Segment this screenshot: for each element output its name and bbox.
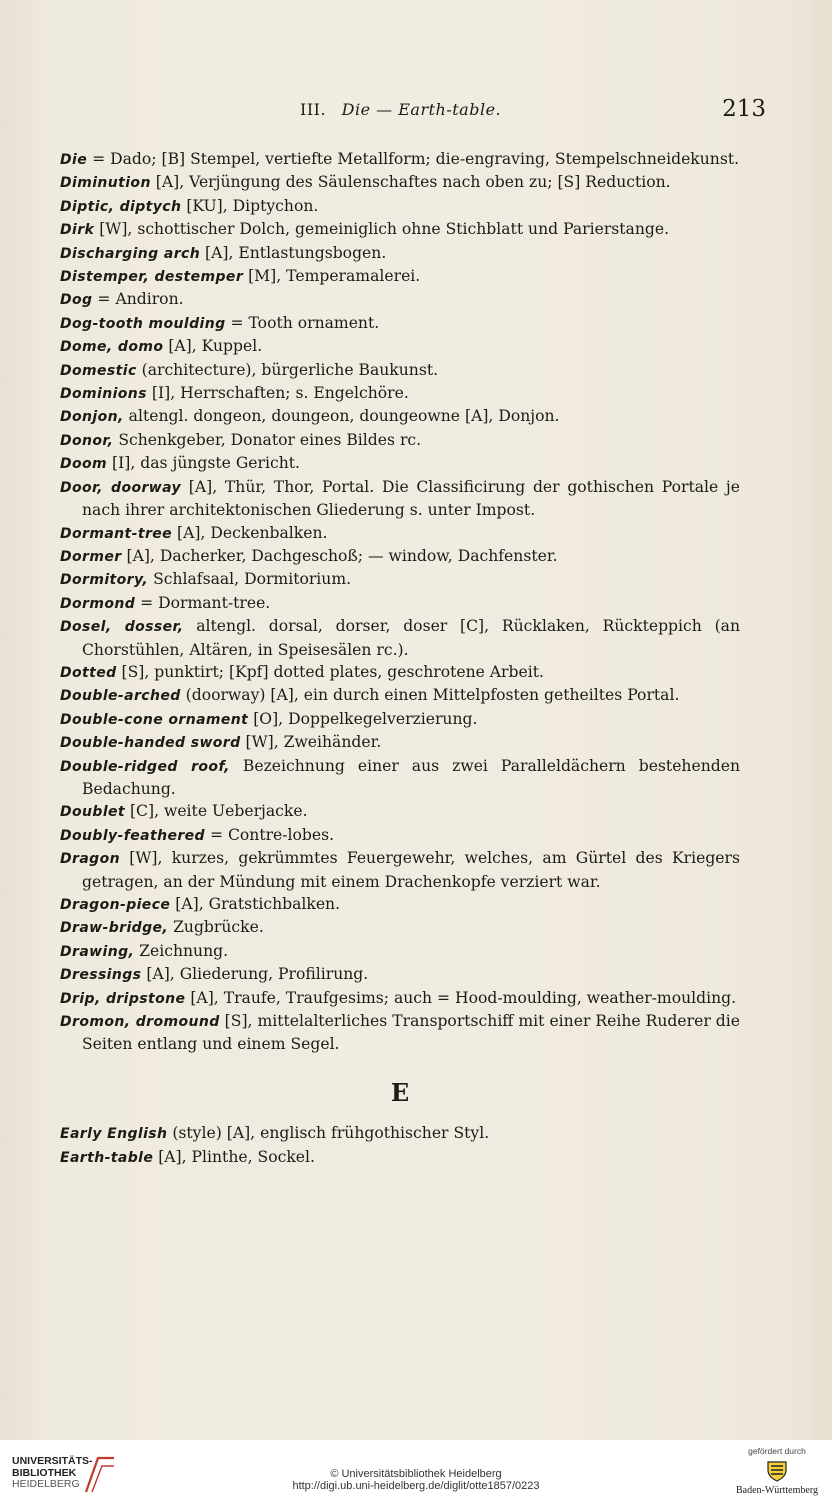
glossary-entry xyxy=(60,800,740,823)
entry-definition: = Dormant-tree. xyxy=(135,593,271,612)
entry-definition: [KU], Diptychon. xyxy=(181,196,319,215)
entry-headword: Dragon xyxy=(60,851,120,868)
glossary-entry xyxy=(60,963,740,986)
entry-headword: Diminution xyxy=(60,175,151,192)
entry-headword: Drip, dripstone xyxy=(60,990,186,1007)
entry-definition: Bezeichnung einer aus zwei Paralleldächern bestehenden Bedachung. xyxy=(82,756,740,798)
glossary-entry xyxy=(60,171,740,194)
glossary-entry xyxy=(60,452,740,475)
glossary-entry xyxy=(60,661,740,684)
entry-definition: Zeichnung. xyxy=(134,941,229,960)
entry-definition: Schlafsaal, Dormitorium. xyxy=(148,570,352,589)
glossary-entry xyxy=(60,893,740,916)
entry-headword: Die xyxy=(60,152,88,168)
entry-headword: Dosel, dosser, xyxy=(60,619,184,636)
entries-letter-d xyxy=(60,148,740,1056)
entry-definition: altengl. dorsal, dorser, doser [C], Rücklaken, Rückteppich (an Chorstühlen, Altären, in Speisesälen rc.). xyxy=(82,617,741,659)
copyright-notice xyxy=(0,1468,832,1492)
entry-definition: [A], Dacherker, Dachgeschoß; — window, Dachfenster. xyxy=(121,546,558,565)
glossary-entry xyxy=(60,940,740,963)
glossary-entry xyxy=(60,592,740,615)
glossary-entry xyxy=(60,522,740,545)
glossary-entry xyxy=(60,265,740,288)
entry-definition: [A], Kuppel. xyxy=(163,337,263,356)
entry-headword: Double-cone ornament xyxy=(60,711,249,728)
glossary-entry xyxy=(60,1122,740,1145)
entry-headword: Dotted xyxy=(60,664,117,681)
entry-headword: Dog xyxy=(60,292,93,309)
glossary-entries xyxy=(60,148,740,1169)
glossary-entry xyxy=(60,568,740,591)
glossary-entry xyxy=(60,615,740,661)
entry-headword: Earth-table xyxy=(60,1149,154,1166)
glossary-entry xyxy=(60,382,740,405)
entry-definition: [C], weite Ueberjacke. xyxy=(125,802,308,821)
entry-definition: [A], Gratstichbalken. xyxy=(170,895,341,913)
entry-definition: [S], punktirt; [Kpf] dotted plates, geschrotene Arbeit. xyxy=(116,662,544,681)
glossary-entry xyxy=(60,847,740,893)
glossary-entry xyxy=(60,1146,740,1169)
glossary-entry xyxy=(60,755,740,801)
entry-headword: Dormant-tree xyxy=(60,525,173,542)
entry-headword: Dormond xyxy=(60,595,136,612)
entry-definition: [S], mittelalterliches Transportschiff mit einer Reihe Ruderer die Seiten entlang und einem Segel. xyxy=(82,1012,740,1054)
entry-headword: Dominions xyxy=(60,386,147,403)
entry-definition: Schenkgeber, Donator eines Bildes rc. xyxy=(113,430,422,449)
entry-definition: [A], Thür, Thor, Portal. Die Classificirung der gothischen Portale je nach ihrer architektonischen Gliederung s. unter Impost. xyxy=(82,477,740,520)
permalink[interactable]: http://digi.ub.uni-heidelberg.de/diglit/otte1857/0223 xyxy=(292,1480,540,1492)
entry-headword: Doublet xyxy=(60,804,126,821)
page-range: Die — Earth-table. xyxy=(341,100,502,119)
entry-definition: [I], das jüngste Gericht. xyxy=(107,454,300,473)
entry-headword: Doom xyxy=(60,456,108,473)
entry-headword: Doubly-feathered xyxy=(60,827,205,844)
sponsor-label: gefördert durch xyxy=(748,1446,806,1456)
glossary-entry xyxy=(60,684,740,707)
entry-headword: Double-handed sword xyxy=(60,735,241,752)
entry-definition: [M], Temperamalerei. xyxy=(243,267,421,286)
entry-headword: Dormer xyxy=(60,548,122,565)
entry-headword: Donor, xyxy=(60,432,114,449)
glossary-entry xyxy=(60,359,740,382)
entry-definition: Zugbrücke. xyxy=(168,918,264,937)
entry-headword: Dressings xyxy=(60,967,142,984)
entry-definition: altengl. dongeon, doungeon, doungeowne [A], Donjon. xyxy=(123,407,560,426)
glossary-entry xyxy=(60,545,740,568)
entry-headword: Drawing, xyxy=(60,943,135,960)
entry-definition: [A], Plinthe, Sockel. xyxy=(153,1147,315,1166)
glossary-entry xyxy=(60,1010,740,1056)
glossary-entry xyxy=(60,148,740,171)
glossary-entry xyxy=(60,288,740,311)
running-head xyxy=(0,96,832,126)
glossary-entry xyxy=(60,731,740,754)
footer xyxy=(0,1440,832,1505)
entry-definition: [A], Deckenbalken. xyxy=(172,523,328,542)
entry-definition: [W], Zweihänder. xyxy=(240,733,382,752)
library-name-line2: BIBLIOTHEK xyxy=(12,1466,77,1479)
entry-headword: Dog-tooth moulding xyxy=(60,315,226,332)
entry-headword: Dragon-piece xyxy=(60,897,171,913)
entry-headword: Distemper, destemper xyxy=(60,269,244,286)
entry-headword: Dirk xyxy=(60,222,95,239)
entries-letter-e xyxy=(60,1122,740,1169)
glossary-entry xyxy=(60,218,740,241)
copyright-text: © Universitätsbibliothek Heidelberg xyxy=(330,1468,502,1480)
entry-definition: = Tooth ornament. xyxy=(225,313,380,332)
entry-headword: Donjon, xyxy=(60,409,124,426)
glossary-entry xyxy=(60,405,740,428)
glossary-entry xyxy=(60,429,740,452)
entry-headword: Diptic, diptych xyxy=(60,198,182,215)
entry-headword: Dome, domo xyxy=(60,339,164,356)
entry-definition: [A], Traufe, Traufgesims; auch = Hood-moulding, weather-moulding. xyxy=(185,988,737,1007)
entry-headword: Dormitory, xyxy=(60,572,149,589)
glossary-entry xyxy=(60,824,740,847)
entry-definition: [O], Doppelkegelverzierung. xyxy=(248,709,478,728)
entry-headword: Double-arched xyxy=(60,688,181,705)
entry-headword: Double-ridged roof, xyxy=(60,758,230,775)
glossary-entry xyxy=(60,987,740,1010)
entry-definition: [W], schottischer Dolch, gemeiniglich ohne Stichblatt und Parierstange. xyxy=(94,220,670,239)
glossary-entry xyxy=(60,335,740,358)
glossary-entry xyxy=(60,476,740,522)
sponsor-block xyxy=(732,1446,822,1496)
sponsor-name: Baden-Württemberg xyxy=(735,1485,818,1496)
entry-definition: [I], Herrschaften; s. Engelchöre. xyxy=(146,384,409,403)
running-head-text xyxy=(300,100,501,119)
coat-of-arms-icon xyxy=(764,1460,790,1482)
entry-definition: = Andiron. xyxy=(92,290,184,309)
entry-headword: Domestic xyxy=(60,362,137,379)
glossary-entry xyxy=(60,708,740,731)
glossary-entry xyxy=(60,916,740,939)
glossary-entry xyxy=(60,242,740,265)
entry-definition: [A], Verjüngung des Säulenschaftes nach oben zu; [S] Reduction. xyxy=(150,173,671,192)
entry-definition: (style) [A], englisch frühgothischer Styl. xyxy=(167,1124,490,1143)
page-number: 213 xyxy=(722,96,766,122)
entry-definition: = Dado; [B] Stempel, vertiefte Metallform; die-engraving, Stempelschneidekunst. xyxy=(87,150,740,168)
entry-definition: = Contre-lobes. xyxy=(204,825,335,844)
section-number: III. xyxy=(300,100,327,119)
entry-headword: Door, doorway xyxy=(60,479,182,496)
entry-definition: [A], Gliederung, Profilirung. xyxy=(141,965,369,984)
entry-definition: (doorway) [A], ein durch einen Mittelpfosten getheiltes Portal. xyxy=(180,686,680,705)
entry-headword: Discharging arch xyxy=(60,245,201,262)
glossary-entry xyxy=(60,195,740,218)
entry-definition: [W], kurzes, gekrümmtes Feuergewehr, welches, am Gürtel des Kriegers getragen, an der Mündung mit einem Drachenkopfe verziert war. xyxy=(82,849,740,891)
library-name-line1: UNIVERSITÄTS- xyxy=(12,1455,93,1467)
entry-headword: Dromon, dromound xyxy=(60,1014,220,1031)
library-name-line3: HEIDELBERG xyxy=(12,1478,80,1490)
letter-heading: E xyxy=(390,1077,410,1107)
entry-definition: (architecture), bürgerliche Baukunst. xyxy=(136,360,439,379)
glossary-entry xyxy=(60,312,740,335)
entry-headword: Early English xyxy=(60,1126,168,1143)
entry-definition: [A], Entlastungsbogen. xyxy=(200,243,387,262)
entry-headword: Draw-bridge, xyxy=(60,920,169,937)
